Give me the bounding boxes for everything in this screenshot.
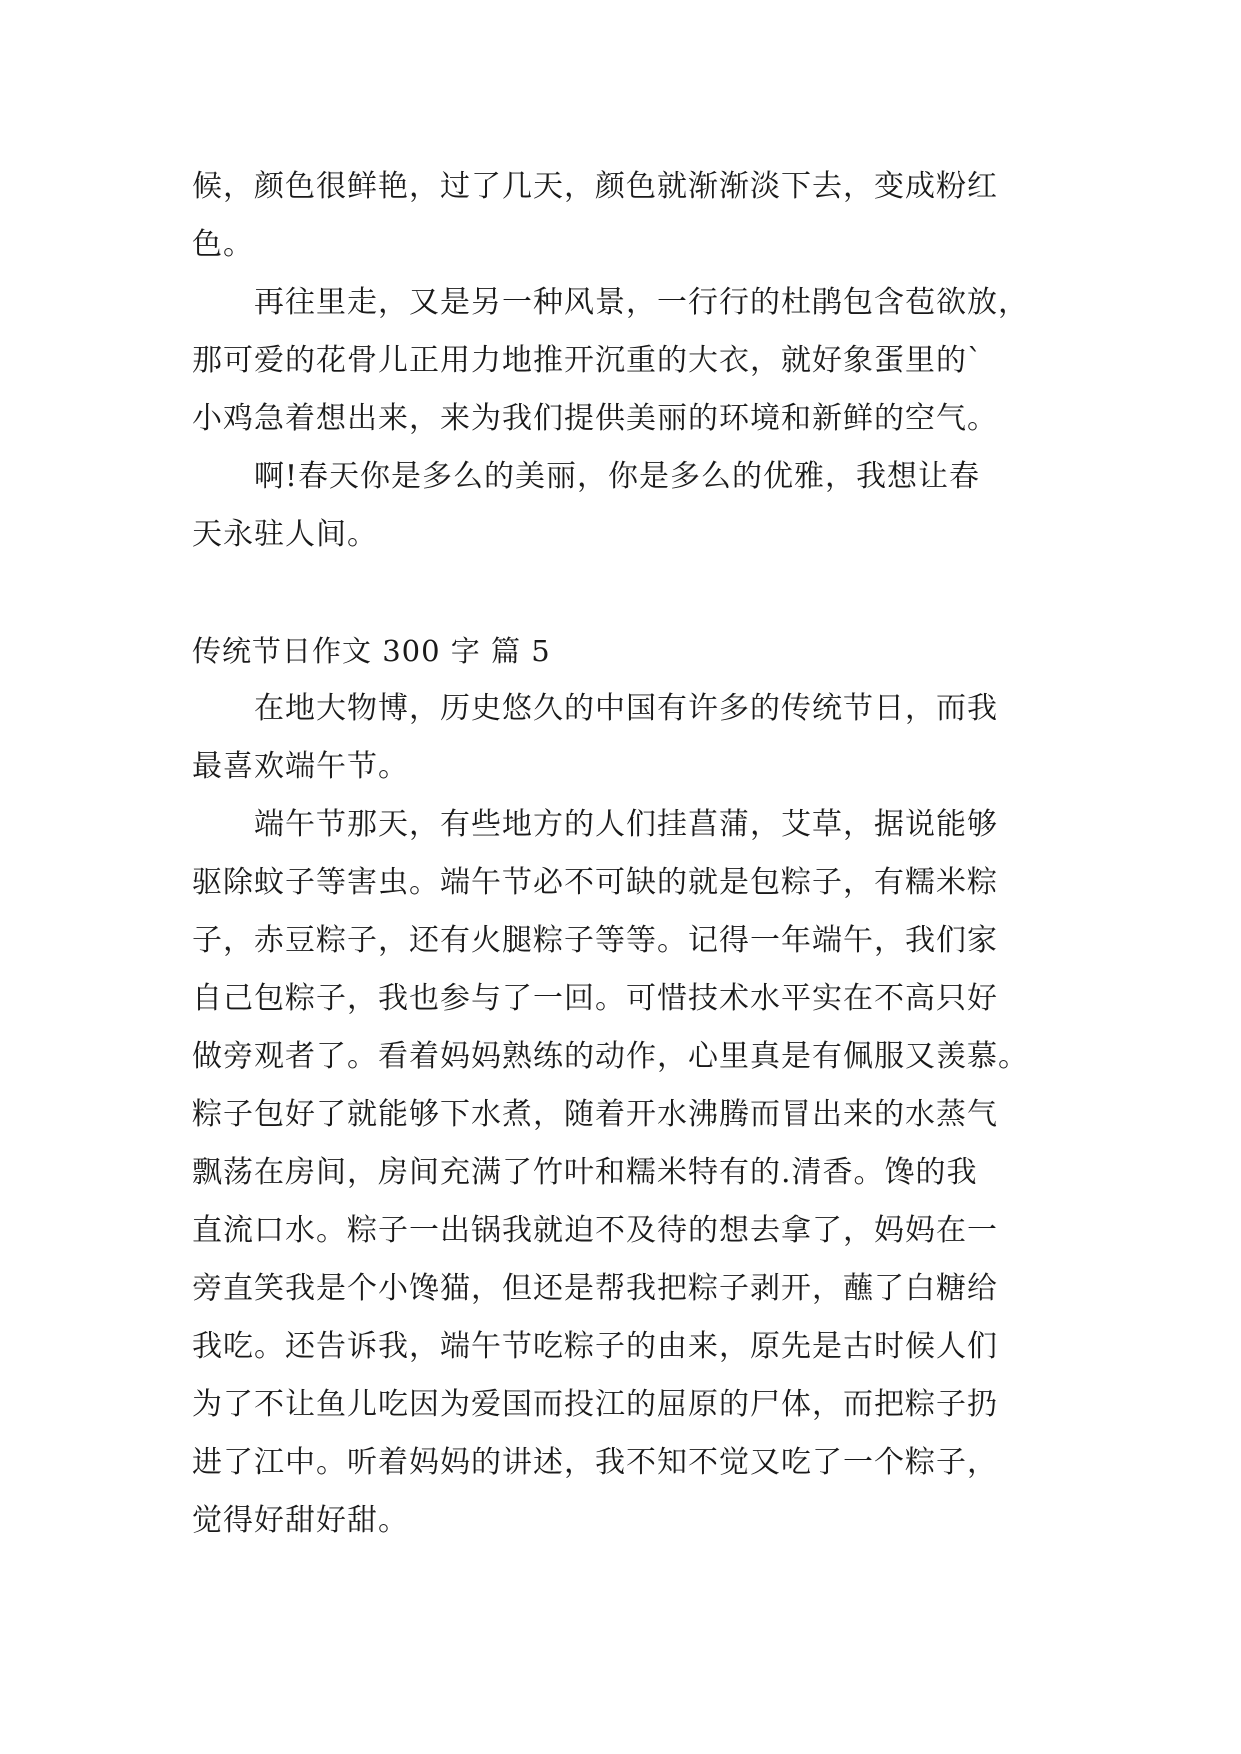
text-line: 旁直笑我是个小馋猫，但还是帮我把粽子剥开，蘸了白糖给 bbox=[192, 1271, 998, 1306]
text-line: 直流口水。粽子一出锅我就迫不及待的想去拿了，妈妈在一 bbox=[192, 1213, 998, 1248]
text-line: 飘荡在房间，房间充满了竹叶和糯米特有的.清香。馋的我 bbox=[192, 1155, 978, 1190]
text-line: 进了江中。听着妈妈的讲述，我不知不觉又吃了一个粽子， bbox=[192, 1445, 998, 1480]
text-line: 驱除蚊子等害虫。端午节必不可缺的就是包粽子，有糯米粽 bbox=[192, 865, 998, 900]
text-line: 自己包粽子，我也参与了一回。可惜技术水平实在不高只好 bbox=[192, 981, 998, 1016]
text-line: 色。 bbox=[192, 227, 254, 262]
text-line: 再往里走，又是另一种风景，一行行的杜鹃包含苞欲放， bbox=[192, 285, 1029, 320]
text-line: 最喜欢端午节。 bbox=[192, 749, 409, 784]
text-line: 我吃。还告诉我，端午节吃粽子的由来，原先是古时候人们 bbox=[192, 1329, 998, 1364]
essay-body bbox=[192, 680, 1072, 1550]
text-line: 觉得好甜好甜。 bbox=[192, 1503, 409, 1538]
text-line: 做旁观者了。看着妈妈熟练的动作，心里真是有佩服又羡慕。 bbox=[192, 1039, 1029, 1074]
essay-continuation bbox=[192, 158, 1072, 564]
text-line: 子，赤豆粽子，还有火腿粽子等等。记得一年端午，我们家 bbox=[192, 923, 998, 958]
text-line: 啊!春天你是多么的美丽，你是多么的优雅，我想让春 bbox=[192, 459, 981, 494]
text-line: 粽子包好了就能够下水煮，随着开水沸腾而冒出来的水蒸气 bbox=[192, 1097, 998, 1132]
essay-heading: 传统节日作文 300 字 篇 5 bbox=[192, 634, 551, 668]
text-line: 那可爱的花骨儿正用力地推开沉重的大衣，就好象蛋里的` bbox=[192, 343, 983, 378]
text-line: 在地大物博，历史悠久的中国有许多的传统节日，而我 bbox=[192, 691, 998, 726]
text-line: 天永驻人间。 bbox=[192, 517, 378, 552]
text-line: 为了不让鱼儿吃因为爱国而投江的屈原的尸体，而把粽子扔 bbox=[192, 1387, 998, 1422]
text-line: 端午节那天，有些地方的人们挂菖蒲，艾草，据说能够 bbox=[192, 807, 998, 842]
text-line: 小鸡急着想出来，来为我们提供美丽的环境和新鲜的空气。 bbox=[192, 401, 998, 436]
text-line: 候，颜色很鲜艳，过了几天，颜色就渐渐淡下去，变成粉红 bbox=[192, 169, 998, 204]
